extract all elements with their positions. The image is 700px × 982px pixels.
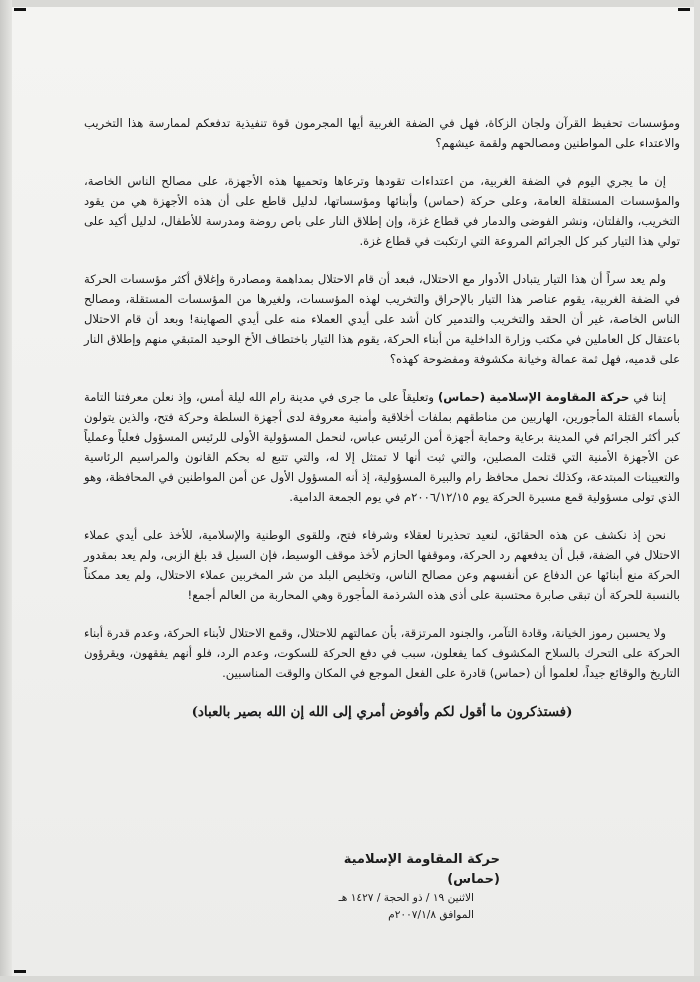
paragraph-5: نحن إذ نكشف عن هذه الحقائق، لنعيد تحذيرنا لعقلاء وشرفاء فتح، وللقوى الوطنية والإسلامية، للأخذ على أيدي عملاء الاحتلال في الضفة، قبل أن يدفعهم رد الحركة، وموقفها الحازم لأخذ موقف الوسيط، فإن السيل قد بلغ الزبى، ولم يعد بمقدور الحركة منع أبنائها عن الدفاع عن أنفسهم وعن مصالح الناس، وتخليص البلد من شر المخربين عملاء الاحتلال، ولم يعد ممكناً بالنسبة للحركة أن تبقى صابرة محتسبة على أذى هذه الشرذمة المأجورة وهي المحاربة من العالم أجمع!	[84, 528, 680, 602]
scan-edge-bottom	[0, 976, 700, 982]
gregorian-date: الموافق ٢٠٠٧/١/٨م	[388, 909, 474, 921]
signature-block	[290, 850, 500, 924]
quran-verse: (فستذكرون ما أقول لكم وأفوض أمري إلى الله إن الله بصير بالعباد)	[191, 704, 573, 720]
registration-mark	[14, 970, 26, 973]
scan-edge-top	[0, 0, 700, 7]
paragraph-6: ولا يحسبن رموز الخيانة، وقادة التآمر، والجنود المرتزقة، بأن عمالتهم للاحتلال، وقمع الاحتلال لأبناء الحركة، وعدم قدرة أبناء الحركة على التحرك بالسلاح المكشوف كما يفعلون، سبب في دفع الحركة للسكوت، وعدم الرد، فلو أنهم يفقهون، ويقرؤون التاريخ والوقائع جيداً، لعلموا أن (حماس) قادرة على الفعل الموجع في المكان والوقت المناسبين.	[84, 626, 680, 680]
statement-body	[84, 113, 680, 743]
paragraph-4	[84, 387, 680, 507]
hijri-date: الاثنين ١٩ / ذو الحجة / ١٤٢٧ هـ	[338, 892, 474, 904]
paragraph-3: ولم يعد سراً أن هذا التيار يتبادل الأدوار مع الاحتلال، فبعد أن قام الاحتلال بمداهمة ومصادرة وإغلاق أكثر مؤسسات الحركة في الضفة الغربية، يقوم عناصر هذا التيار بالإحراق والتخريب لهذه المؤسسات، ولغيرها من المؤسسات المستقلة، ومصالح الناس الخاصة، غير أن الحقد والتخريب والتدمير كان أشد على أيدي العملاء منه على أيدي الصهاينة! وبعد أن قام الاحتلال باعتقال كل العاملين في مكتب وزارة الداخلية من أبناء الحركة، يقوم هذا التيار باختطاف الأخ الوحيد المتبقي منهم وإطلاق النار على قدميه، فهل ثمة عمالة وخيانة مكشوفة ومفضوحة كهذه؟	[84, 272, 680, 366]
scan-edge-right	[694, 0, 700, 982]
paragraph-4-text: وتعليقاً على ما جرى في مدينة رام الله ليلة أمس، وإذ نعلن معرفتنا التامة بأسماء القتلة المأجورين، الهاربين من مناطقهم بملفات أخلاقية وأمنية معروفة لدى أجهزة السلطة وحركة فتح، والذين يتولون كبر أكثر الجرائم في المدينة برعاية وحماية أجهزة أمن الرئيس عباس، لنحمل المسؤولية الأولى للرئيس المسؤول فعلياً وعملياً عن الأجهزة الأمنية التي قتلت المصلين، والتي ثبت أنها لا تمتثل إلا له، والتي تتبع له بحكم القانون والمراسيم الرئاسية والتعيينات المبتدعة، وكذلك نحمل محافظ رام والبيرة المسؤولية، إذ أنه المسؤول الأول عن أمن المواطنين في المحافظة، وهو الذي تولى مسؤولية قمع مسيرة الحركة يوم ٢٠٠٦/١٢/١٥م في يوم الجمعة الدامية.	[84, 390, 680, 504]
signatory-name: حركة المقاومة الإسلامية (حماس)	[343, 852, 500, 887]
scan-edge-left	[0, 0, 12, 982]
registration-mark	[678, 8, 690, 11]
organization-name: حركة المقاومة الإسلامية (حماس)	[437, 390, 630, 404]
paragraph-1: ومؤسسات تحفيظ القرآن ولجان الزكاة، فهل في الضفة الغربية أيها المجرمون قوة تنفيذية تدفعكم لممارسة هذا التخريب والاعتداء على المواطنين ومصالحهم ولقمة عيشهم؟	[84, 116, 680, 150]
paragraph-4-lead: إننا في	[633, 390, 666, 404]
registration-mark	[14, 8, 26, 11]
paragraph-2: إن ما يجري اليوم في الضفة الغربية، من اعتداءات تقودها وترعاها وتحميها هذه الأجهزة، على مصالح الناس الخاصة، والمؤسسات المستقلة العامة، وعلى حركة (حماس) وأبنائها ومؤسساتها، لدليل قاطع على أن هذه الأجهزة هي من يقود التخريب، والفلتان، ونشر الفوضى والدمار في قطاع غزة، وإن إطلاق النار على باص روضة ومدرسة للأطفال، لدليل أكيد على تولي هذا التيار كبر كل الجرائم المروعة التي ارتكبت في قطاع غزة.	[84, 174, 680, 248]
